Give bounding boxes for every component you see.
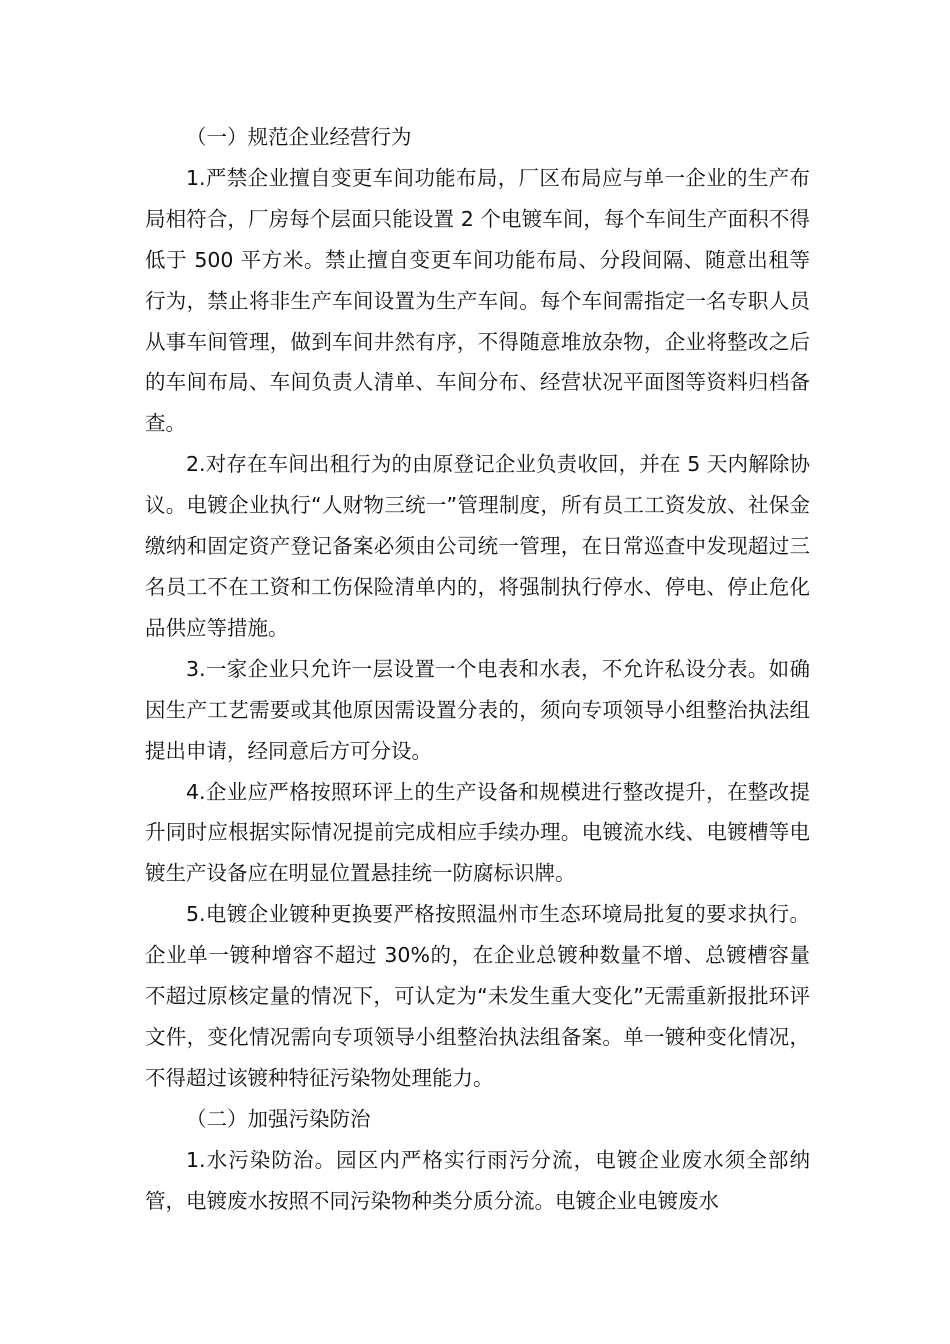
paragraph-4: 4.企业应严格按照环评上的生产设备和规模进行整改提升，在整改提升同时应根据实际情况提前完成相应手续办理。电镀流水线、电镀槽等电镀生产设备应在明显位置悬挂统一防腐标识牌。	[145, 779, 810, 886]
section-heading-2: （二）加强污染防治	[186, 1106, 371, 1131]
paragraph-2: 2.对存在车间出租行为的由原登记企业负责收回，并在 5 天内解除协议。电镀企业执行“人财物三统一”管理制度，所有员工工资发放、社保金缴纳和固定资产登记备案必须由公司统一管理，在日常巡查中发现超过三名员工不在工资和工伤保险清单内的，将强制执行停水、停电、停止危化品供应等措施。	[145, 452, 810, 640]
paragraph-3: 3.一家企业只允许一层设置一个电表和水表，不允许私设分表。如确因生产工艺需要或其他原因需设置分表的，须向专项领导小组整治执法组提出申请，经同意后方可分设。	[145, 656, 810, 763]
paragraph-1: 1.严禁企业擅自变更车间功能布局，厂区布局应与单一企业的生产布局相符合，厂房每个层面只能设置 2 个电镀车间，每个车间生产面积不得低于 500 平方米。禁止擅自变更车间功能布局、分段间隔、随意出租等行为，禁止将非生产车间设置为生产车间。每个车间需指定一名专职人员从事车间管理，做到车间井然有序，不得随意堆放杂物，企业将整改之后的车间布局、车间负责人清单、车间分布、经营状况平面图等资料归档备查。	[145, 165, 810, 436]
document-body	[145, 117, 810, 1221]
paragraph-5: 5.电镀企业镀种更换要严格按照温州市生态环境局批复的要求执行。企业单一镀种增容不超过 30%的，在企业总镀种数量不增、总镀槽容量不超过原核定量的情况下，可认定为“未发生重大变化”无需重新报批环评文件，变化情况需向专项领导小组整治执法组备案。单一镀种变化情况，不得超过该镀种特征污染物处理能力。	[145, 902, 810, 1090]
section-heading-1: （一）规范企业经营行为	[186, 125, 412, 149]
paragraph-6: 1.水污染防治。园区内严格实行雨污分流，电镀企业废水须全部纳管，电镀废水按照不同污染物种类分质分流。电镀企业电镀废水	[145, 1147, 810, 1213]
